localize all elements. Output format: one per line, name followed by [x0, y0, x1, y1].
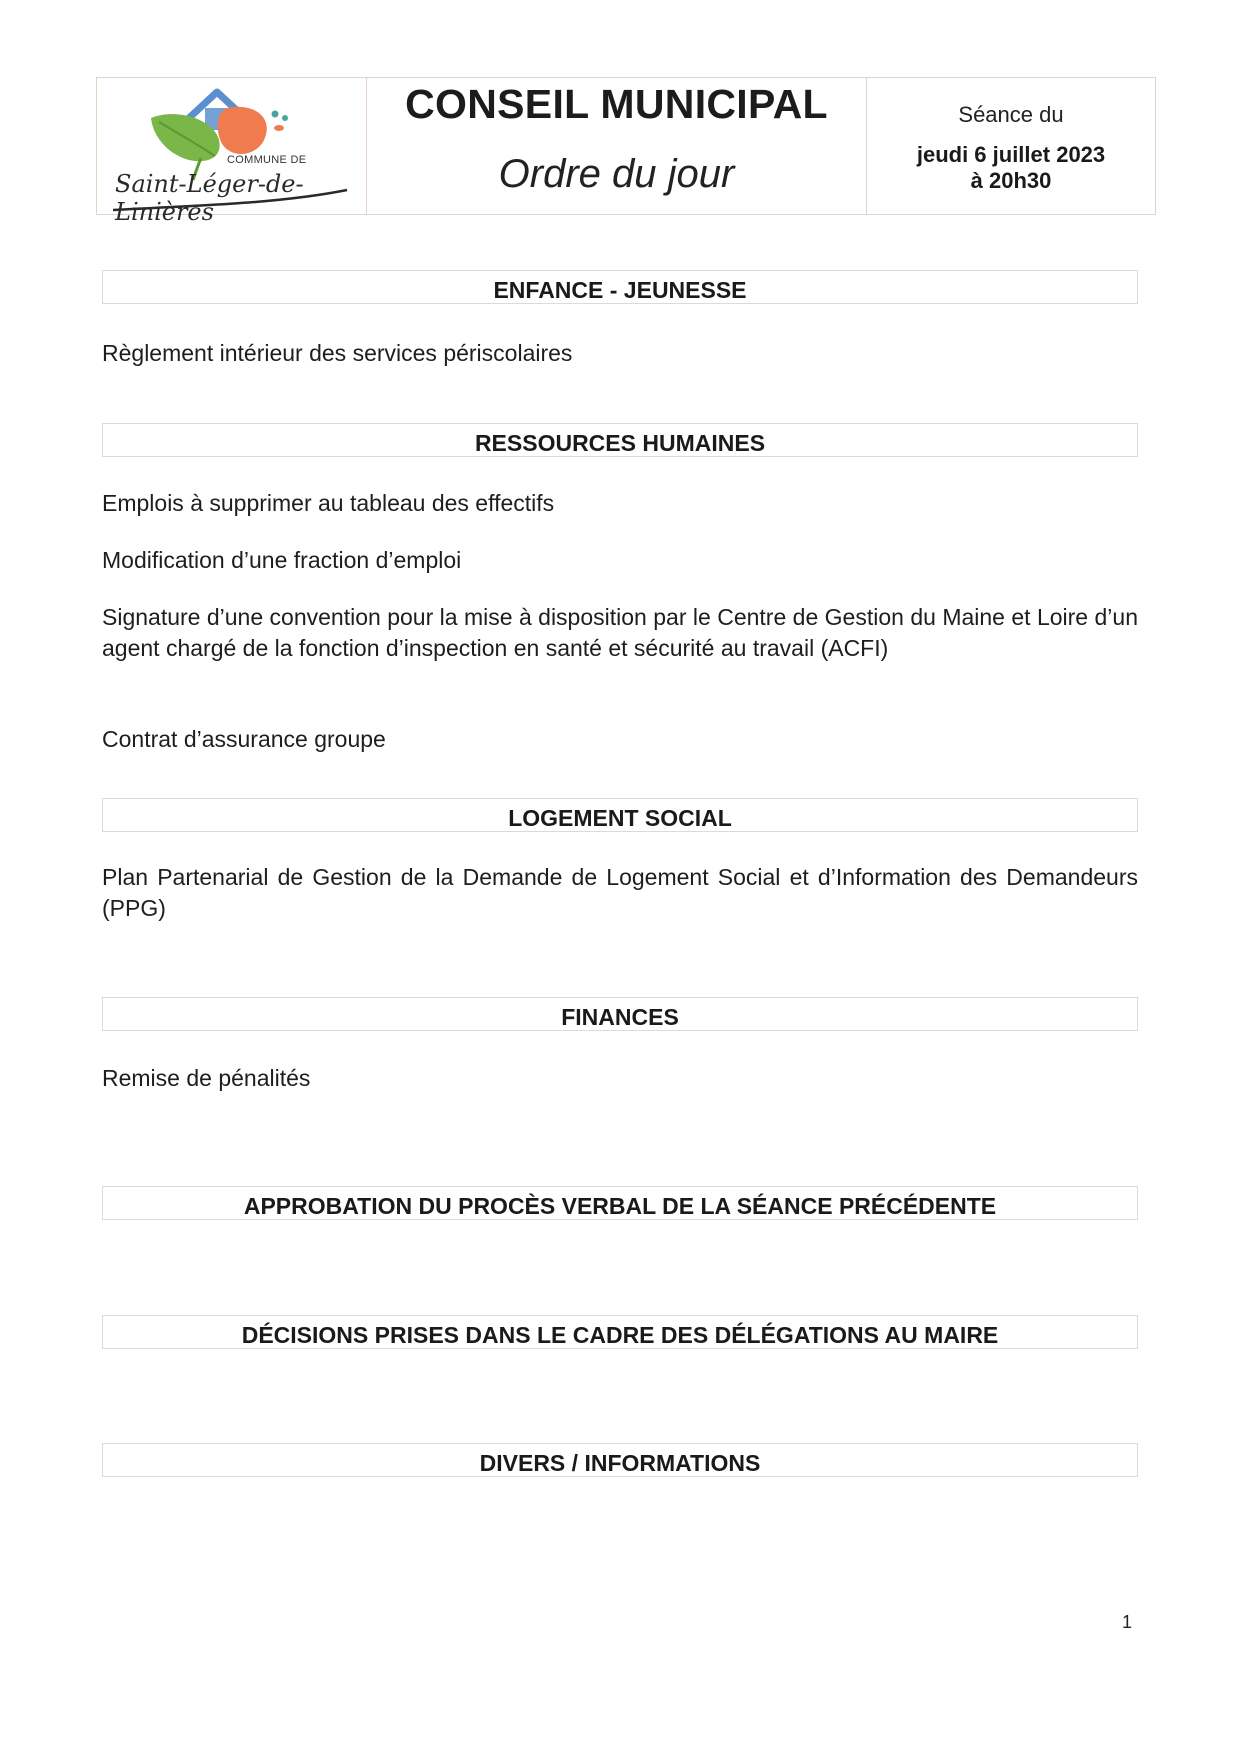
- session-time: à 20h30: [970, 168, 1052, 193]
- agenda-item: Emplois à supprimer au tableau des effectifs: [102, 490, 555, 516]
- agenda-item: Plan Partenarial de Gestion de la Demande de Logement Social et d’Information des Demandeurs (PPG): [102, 864, 1138, 921]
- session-day: jeudi 6 juillet 2023: [916, 142, 1106, 167]
- agenda-item: Règlement intérieur des services périscolaires: [102, 340, 573, 366]
- section-heading-enfance-jeunesse: ENFANCE - JEUNESSE: [102, 270, 1138, 304]
- page-title: CONSEIL MUNICIPAL: [405, 81, 828, 127]
- agenda-item: Remise de pénalités: [102, 1065, 311, 1091]
- section-heading-divers-informations: DIVERS / INFORMATIONS: [102, 1443, 1138, 1477]
- section-heading-approbation-pv: APPROBATION DU PROCÈS VERBAL DE LA SÉANCE PRÉCÉDENTE: [102, 1186, 1138, 1220]
- agenda-item: Modification d’une fraction d’emploi: [102, 547, 462, 573]
- document-header: [96, 77, 1156, 226]
- session-date-cell: [867, 78, 1155, 214]
- agenda-item: Signature d’une convention pour la mise à disposition par le Centre de Gestion du Maine et Loire d’un agent chargé de la fonction d’inspection en santé et sécurité au travail (ACFI): [102, 604, 1138, 661]
- logo-commune-name: Saint-Léger-de-Linières: [115, 170, 304, 226]
- page-number: 1: [1122, 1612, 1133, 1632]
- section-heading-decisions-maire: DÉCISIONS PRISES DANS LE CADRE DES DÉLÉGATIONS AU MAIRE: [102, 1315, 1138, 1349]
- page-subtitle: Ordre du jour: [498, 152, 735, 196]
- commune-logo: [97, 78, 367, 226]
- logo-commune-label: COMMUNE DE: [227, 154, 307, 166]
- session-label: Séance du: [958, 102, 1064, 127]
- section-heading-finances: FINANCES: [102, 997, 1138, 1031]
- section-heading-logement-social: LOGEMENT SOCIAL: [102, 798, 1138, 832]
- section-heading-ressources-humaines: RESSOURCES HUMAINES: [102, 423, 1138, 457]
- agenda-item: Contrat d’assurance groupe: [102, 726, 386, 752]
- title-cell: [367, 78, 867, 214]
